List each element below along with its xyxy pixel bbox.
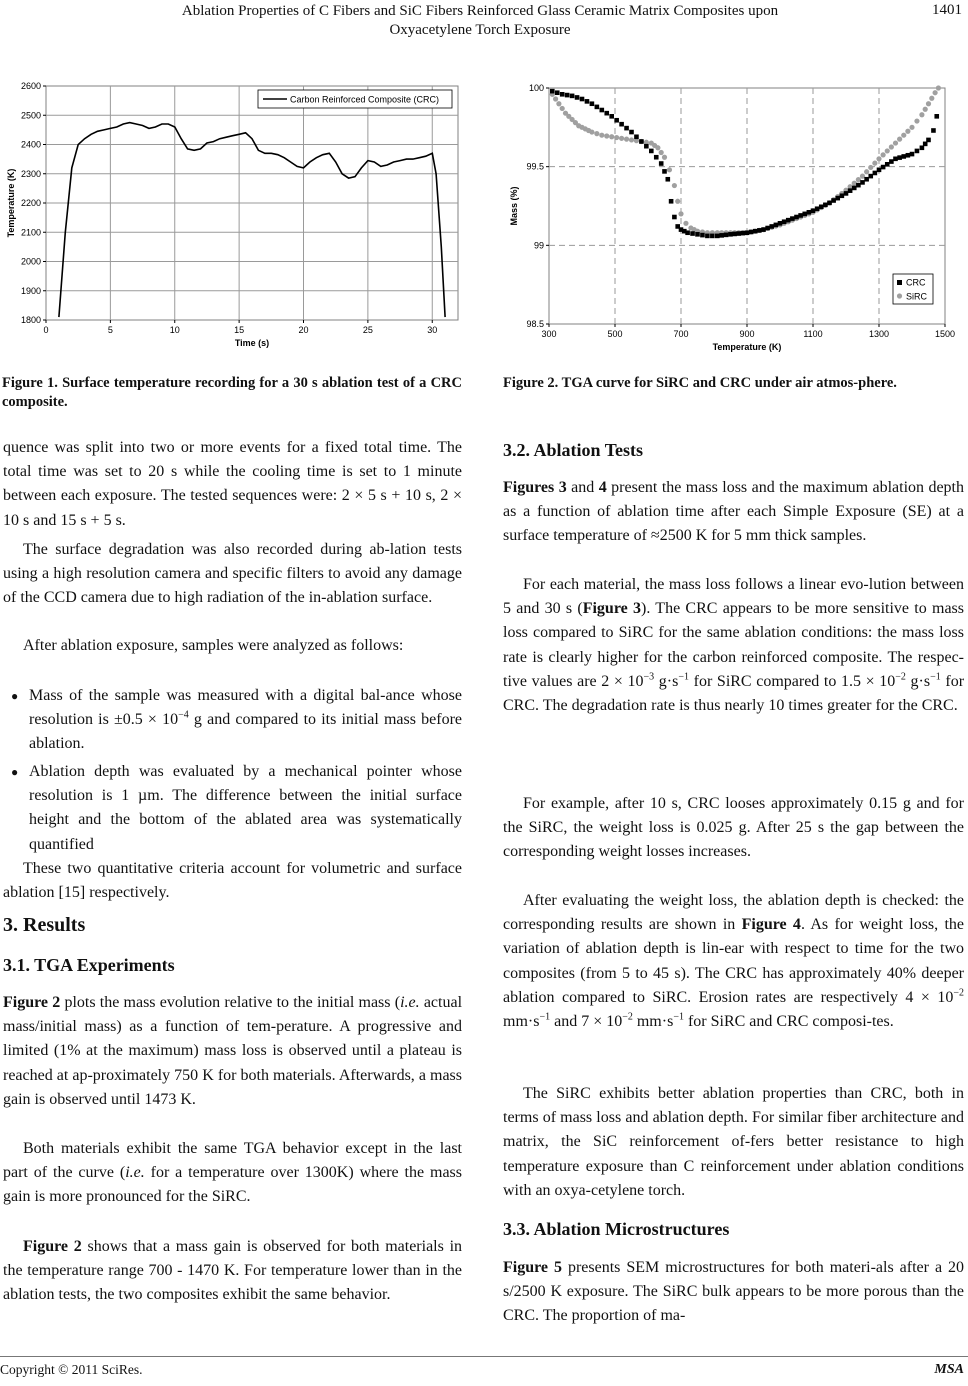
bullet-depth [11,760,462,857]
fig2-xtick-label: 1100 [803,329,823,339]
fig2-sirc-point [667,167,672,172]
bullet1-post: g and compared to its initial mass before ablation. [29,711,462,753]
fig2-crc-point [786,218,791,223]
fig2-sirc-point [860,174,865,179]
fig1-ytick-label: 2000 [20,256,41,267]
fig2-crc-point [550,89,555,94]
fig2-crc-point [931,128,936,133]
p5-ie: i.e. [400,994,420,1011]
fig2-crc-point [690,231,695,236]
fig2-sirc-point [868,165,873,170]
fig1-ytick-label: 2200 [20,198,41,208]
fig2-ytick-label: 100 [528,83,544,93]
fig1-ytick-label: 2400 [20,139,41,150]
section-results-heading: 3. Results [3,914,86,936]
fig2-sirc-point [604,133,609,138]
fig2-legend-crc-swatch [897,280,902,285]
bullet-dot-icon: ● [11,765,19,779]
fig2-crc-point [761,227,766,232]
bullet-dot-icon: ● [11,689,19,703]
fig2-crc-point [595,105,600,110]
p2-c: g·s [654,672,679,690]
fig2-crc-point [868,174,873,179]
p2-sup2: −1 [678,671,690,683]
fig2-crc-point [654,155,659,160]
fig2-crc-point [710,234,715,239]
fig2-crc-point [815,206,820,211]
left-paragraph-5 [3,991,462,1112]
left-paragraph-7 [3,1235,462,1308]
fig2-crc-point [848,188,853,193]
fig2-crc-point [926,138,931,143]
fig2-sirc-point [678,211,683,216]
fig2-crc-point [745,230,750,235]
fig4-ref: 4 [598,479,607,496]
fig2-crc-point [700,233,705,238]
fig1-ylabel: Temperature (K) [6,168,16,238]
p6-a: Both materials exhibit the same TGA behavior except in the last part of the curve ( [3,1140,462,1182]
fig2-crc-point [819,204,824,209]
p6-ie: i.e. [125,1164,145,1182]
fig2-crc-point [741,231,746,236]
fig2-crc-point [649,149,654,154]
figure1-caption: Figure 1. Surface temperature recording for a 30 s ablation test of a CRC composite. [2,375,462,410]
fig2-crc-point [798,213,803,218]
fig2-crc-point [666,177,671,182]
fig2-sirc-point [919,112,924,117]
fig2-sirc-point [897,137,902,142]
p4-sup1: −2 [953,987,964,999]
left-paragraph-3: After ablation exposure, samples were analyzed as follows: [23,637,404,654]
running-title-line2: Oxyacetylene Torch Exposure [389,22,571,38]
right-paragraph-1 [503,476,964,549]
fig2-crc-point [585,99,590,104]
fig2-sirc-point [901,133,906,138]
fig2-crc-point [672,215,677,220]
fig2-sirc-point [914,118,919,123]
fig2-crc-point [728,232,733,237]
p4-sup2: −1 [539,1011,551,1023]
fig2-crc-point [802,212,807,217]
fig2-sirc-point [594,131,599,136]
fig2-sirc-point [573,120,578,125]
fig2-crc-point [659,161,664,166]
fig1-xtick-label: 5 [107,325,113,335]
p6-b: for a temperature over 1300K) where the mass gain is more pronounced for the SiRC. [3,1164,462,1206]
fig2-crc-point [864,177,869,182]
fig2-crc-point [724,233,729,238]
fig2-crc-point [852,186,857,191]
fig2-crc-point [600,108,605,113]
page-number: 1401 [932,2,962,18]
fig2-sirc-point [560,106,565,111]
fig2-crc-point [736,231,741,236]
left-paragraph-1: quence was split into two or more events for a fixed total time. The total time was set to 20 s while the cooling time is set to 1 minute between each exposure. The tested sequences were: 2 × 5 s + 10 s, 2 × 10 s and 15 s + 5 s. [3,439,462,529]
fig2-xlabel: Temperature (K) [712,342,782,352]
p2-d: for SiRC compared to 1.5 × 10 [689,672,896,690]
fig2-crc-point [614,118,619,123]
fig2-crc-point [774,223,779,228]
right-paragraph-6 [503,1256,964,1329]
fig2-crc-point [560,92,565,97]
p1-and: and [566,479,599,496]
fig2-sirc-point [609,134,614,139]
fig2-sirc-point [629,137,634,142]
fig2-crc-point [897,155,902,160]
fig2-sirc-point [885,148,890,153]
fig2-crc-point [920,145,925,150]
fig1-xtick-label: 0 [43,325,49,335]
fig2-crc-point [807,210,812,215]
fig2-legend-sirc-swatch [897,293,902,298]
p2-e: g·s [905,672,931,690]
fig2-crc-point [889,159,894,164]
fig2-crc-point [644,144,649,149]
footer-copyright: Copyright © 2011 SciRes. [0,1362,143,1377]
fig2-ref-2: Figure 2 [23,1238,82,1255]
fig2-sirc-point [881,152,886,157]
fig2-sirc-point [659,150,664,155]
fig2-sirc-point [876,156,881,161]
footer-journal: MSA [934,1362,964,1377]
fig2-sirc-point [926,101,931,106]
p7-rest: shows that a mass gain is observed for both materials in the temperature range 700 - 1470 K. For temperature lower than in the ablation tests, the two composites exhibit the same behavior. [3,1238,463,1304]
fig2-crc-point [885,162,890,167]
fig2-sirc-point [586,128,591,133]
fig2-sirc-point [553,96,558,101]
fig2-legend-sirc-label: SiRC [906,291,928,302]
fig2-crc-point [873,171,878,176]
fig2-crc-point [705,234,710,239]
fig2-xtick-label: 1300 [868,329,890,339]
fig2-sirc-point [872,161,877,166]
fig2-crc-point [719,233,724,238]
fig1-xtick-label: 25 [362,325,373,335]
fig1-xtick-label: 20 [298,325,309,335]
fig2-sirc-point [662,155,667,160]
fig2-sirc-point [624,137,629,142]
fig2-crc-point [844,191,849,196]
p2-a: For each material, the mass loss follows a linear evo-lution between 5 and 30 s ( [503,576,964,618]
fig1-legend-label: Carbon Reinforced Composite (CRC) [290,94,440,105]
section-tga-heading: 3.1. TGA Experiments [3,955,175,975]
fig2-crc-point [732,232,737,237]
p4-a: After evaluating the weight loss, the ablation depth is checked: the corresponding results are shown in [503,892,964,934]
figure2-chart [497,72,963,362]
fig2-crc-point [782,219,787,224]
fig2-sirc-point [909,125,914,130]
fig2-xtick-label: 900 [739,329,755,339]
fig2-sirc-point [933,90,938,95]
fig2-sirc-point [683,221,688,226]
p4-c: mm·s [503,1013,540,1031]
fig2-crc-point [639,139,644,144]
p2-b: ). The CRC appears to be more sensitive to mass loss compared to SiRC for the same ablation conditions: the mass loss rate is clearly higher for the carbon reinforced composite. The respec-tive values are 2 × 10 [503,600,964,690]
figure1 [0,72,462,360]
fig2-sirc-point [856,177,861,182]
figure2 [497,72,963,362]
fig2-crc-point [575,95,580,100]
right-paragraph-4 [503,889,964,1034]
left-paragraph-2: The surface degradation was also recorded during ab-lation tests using a high resolution camera and specific filters to avoid any damage of the CCD camera due to high radiation of the in-ablation surface. [3,541,462,607]
fig2-sirc-point [905,129,910,134]
fig2-ref: Figure 2 [3,994,61,1011]
fig2-sirc-point [652,143,657,148]
fig1-xtick-label: 15 [234,325,245,335]
fig2-sirc-point [889,144,894,149]
p2-f: for CRC. The degradation rate is thus nearly 10 times greater for the CRC. [503,672,965,715]
fig2-crc-point [604,111,609,116]
fig4-ref-2: Figure 4 [741,916,801,934]
p4-sup4: −1 [673,1011,684,1023]
fig2-crc-point [565,93,570,98]
right-paragraph-3: For example, after 10 s, CRC looses approximately 0.15 g and for the SiRC, the weight loss is 0.025 g. After 25 s the gap between the corresponding weight losses increases. [503,795,964,861]
fig2-crc-point [634,134,639,139]
fig2-legend-crc-label: CRC [906,277,926,288]
fig1-ytick-label: 2500 [20,110,41,121]
right-paragraph-5: The SiRC exhibits better ablation properties than CRC, both in terms of mass loss and ablation depth. For similar fiber architecture and matrix, the SiC reinforcement of-fers better resistance to high temperature exposure than C reinforcement under ablation conditions with an oxya-cetylene torch. [503,1085,964,1199]
fig2-crc-point [923,142,928,147]
fig1-xtick-label: 30 [427,325,438,335]
fig2-crc-point [669,199,674,204]
fig2-crc-point [662,169,667,174]
left-paragraph-4: These two quantitative criteria account for volumetric and surface ablation [15] respectively. [3,860,462,902]
fig2-crc-point [877,168,882,173]
p2-sup1: −3 [643,671,655,683]
fig2-crc-point [794,215,799,220]
right-paragraph-2 [503,573,964,718]
fig2-crc-point [695,232,700,237]
fig2-crc-point [778,221,783,226]
fig2-crc-point [831,198,836,203]
fig2-crc-point [915,149,920,154]
p2-sup3: −2 [895,671,906,683]
fig2-xtick-label: 1500 [934,329,956,339]
fig3-ref: Figures 3 [503,479,567,496]
section-ablation-heading: 3.2. Ablation Tests [503,440,644,460]
fig2-crc-point [570,94,575,99]
p4-b: . As for weight loss, the variation of ablation depth is lin-ear with respect to time for the two composites (from 5 to 45 s). The CRC has approximately 40% deeper ablation compared to SiRC. Erosion rates are respectively 4 × 10 [503,916,965,1006]
fig2-sirc-point [852,181,857,186]
fig2-crc-point [835,196,840,201]
fig3-ref-2: Figure 3 [582,600,641,618]
fig2-crc-point [906,153,911,158]
footer-rule [0,1356,968,1357]
p2-sup4: −1 [930,671,941,683]
fig1-ytick-label: 2300 [20,168,41,179]
fig2-ylabel: Mass (%) [509,186,519,226]
p1-rest: present the mass loss and the maximum ablation depth as a function of ablation time after each Simple Exposure (SE) at a surface temperature of ≈2500 K for 5 mm thick samples. [503,479,965,545]
bullet1-sup: −4 [178,709,189,721]
fig2-crc-point [840,193,845,198]
fig2-crc-point [715,234,720,239]
fig2-crc-point [856,183,861,188]
fig2-xtick-label: 300 [541,329,557,339]
fig2-crc-point [682,229,687,234]
fig2-crc-point [757,228,762,233]
fig2-sirc-point [599,133,604,138]
fig2-sirc-point [864,169,869,174]
fig2-ytick-label: 99.5 [526,161,544,172]
figure1-chart [0,72,462,360]
bullet1-pre: Mass of the sample was measured with a digital bal-ance whose resolution is ±0.5 × 10 [29,687,462,729]
fig1-ytick-label: 1800 [20,315,41,325]
fig2-crc-point [881,165,886,170]
fig2-crc-point [765,226,770,231]
fig2-sirc-point [566,114,571,119]
fig2-crc-point [619,122,624,127]
fig1-xlabel: Time (s) [234,338,270,348]
fig2-crc-point [811,208,816,213]
fig2-crc-point [580,97,585,102]
p4-sup3: −2 [622,1011,633,1023]
fig2-xtick-label: 700 [673,329,689,339]
fig2-crc-point [753,229,758,234]
fig2-ytick-label: 98.5 [526,319,544,329]
p4-d: and 7 × 10 [550,1013,623,1031]
fig2-sirc-point [936,85,941,90]
fig2-sirc-point [556,101,561,106]
fig2-sirc-point [929,96,934,101]
fig2-crc-point [790,216,795,221]
fig2-crc-point [893,157,898,162]
fig2-crc-point [823,203,828,208]
fig2-crc-point [769,224,774,229]
fig1-ytick-label: 2600 [20,81,41,91]
left-paragraph-6 [3,1137,462,1210]
fig1-ytick-label: 1900 [20,285,41,296]
fig2-crc-point [860,180,865,185]
fig2-sirc-point [675,199,680,204]
fig5-ref: Figure 5 [503,1259,562,1276]
fig2-xtick-label: 500 [607,329,623,339]
fig2-crc-point [624,126,629,131]
running-title-line1: Ablation Properties of C Fibers and SiC Fibers Reinforced Glass Ceramic Matrix Composites upon [181,3,779,19]
p4-e: mm·s [632,1013,674,1031]
fig2-sirc-point [579,125,584,130]
fig2-sirc-point [614,135,619,140]
bullet2-text: Ablation depth was evaluated by a mechanical pointer whose resolution is 1 µm. The difference between the initial surface height and the bottom of the ablated area was systematically quantified [29,763,462,853]
fig2-sirc-point [672,183,677,188]
fig2-sirc-point [893,140,898,145]
p6-rest: presents SEM microstructures for both materi-als after a 20 s/2500 K exposure. The SiRC bulk appears to be more porous than the CRC. The proportion of ma- [503,1259,965,1325]
p5-a: plots the mass evolution relative to the initial mass ( [60,994,401,1011]
section-microstructures-heading: 3.3. Ablation Microstructures [503,1219,730,1239]
bullet-mass [11,684,462,757]
figure2-caption: Figure 2. TGA curve for SiRC and CRC under air atmos-phere. [503,375,897,391]
fig1-xtick-label: 10 [169,325,180,335]
fig2-crc-point [590,101,595,106]
p4-f: for SiRC and CRC composi-tes. [683,1013,894,1031]
fig2-crc-point [910,152,915,157]
fig2-ytick-label: 99 [533,240,544,251]
fig2-crc-point [901,154,906,159]
fig2-crc-point [555,90,560,95]
fig2-sirc-point [619,136,624,141]
fig2-crc-point [609,114,614,119]
fig1-ytick-label: 2100 [20,227,41,238]
fig2-crc-point [629,130,634,135]
fig2-crc-point [827,201,832,206]
fig2-crc-point [934,114,939,119]
running-header [0,2,968,42]
p5-b: actual mass/initial mass) as a function of tem-perature. A progressive and limited (1% at the maximum) mass loss is observed until a plateau is reached at ap-proximately 750 K for both materials. Afterwards, a mass gain is observed until 1473 K. [3,994,463,1108]
fig2-crc-point [749,230,754,235]
fig2-sirc-point [923,107,928,112]
